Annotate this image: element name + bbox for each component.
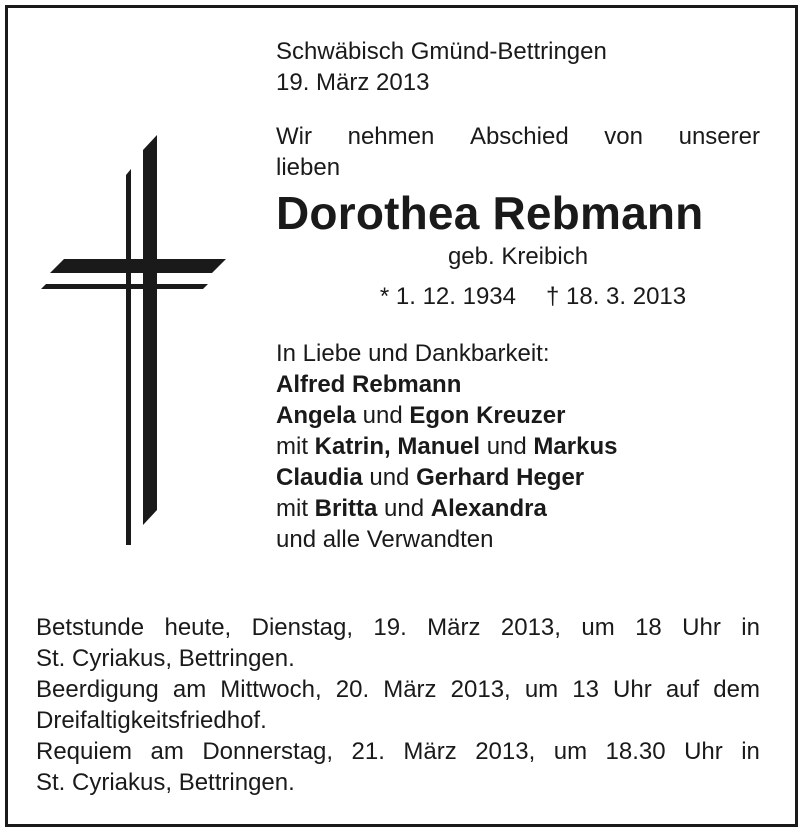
notice-word: Beerdigung (36, 676, 159, 703)
birth-date: * 1. 12. 1934 (379, 283, 516, 310)
notice-word: Donnerstag, (202, 738, 334, 765)
intro-word: Wir (276, 123, 312, 150)
connector-text: mit (276, 495, 315, 522)
funeral-notice-line-2: Dreifaltigkeitsfriedhof. (36, 707, 267, 734)
mourner-name: Britta (314, 495, 378, 522)
connector-text: und (356, 402, 410, 429)
intro-word: von (604, 123, 643, 150)
prayer-notice-line (36, 612, 760, 643)
service-notices (36, 612, 760, 798)
intro-word: nehmen (347, 123, 435, 150)
notice-word: am (150, 738, 184, 765)
mourners-heading: In Liebe und Dankbarkeit: (276, 340, 550, 367)
mourner-line (276, 369, 760, 400)
requiem-notice-line-2: St. Cyriakus, Bettringen. (36, 769, 295, 796)
notice-word: 2013, (500, 614, 561, 641)
notice-word: um (553, 738, 588, 765)
place-line: Schwäbisch Gmünd-Bettringen (276, 38, 607, 65)
main-text (276, 36, 760, 555)
notice-word: März (403, 738, 457, 765)
mourner-line (276, 493, 760, 524)
connector-text: und (480, 433, 534, 460)
requiem-notice-line (36, 736, 760, 767)
prayer-notice-line-2: St. Cyriakus, Bettringen. (36, 645, 295, 672)
mourner-name: Alfred Rebmann (276, 371, 462, 398)
mourner-name: Angela (276, 402, 357, 429)
mourner-name: Alexandra (430, 495, 547, 522)
notice-word: in (741, 614, 760, 641)
notice-word: Uhr (682, 614, 721, 641)
connector-text: mit (276, 433, 315, 460)
mourner-line (276, 431, 760, 462)
mourner-name: Claudia (276, 464, 363, 491)
notice-word: 2013, (475, 738, 536, 765)
intro-word: unserer (678, 123, 760, 150)
notice-word: 19. (373, 614, 407, 641)
notice-word: um (524, 676, 559, 703)
death-date: † 18. 3. 2013 (546, 283, 687, 310)
notice-word: März (383, 676, 437, 703)
notice-word: 20. (335, 676, 370, 703)
notice-word: auf (665, 676, 700, 703)
connector-text: und (377, 495, 431, 522)
funeral-notice-line (36, 674, 760, 705)
notice-word: 2013, (450, 676, 511, 703)
mourner-name: Gerhard Heger (416, 464, 585, 491)
notice-word: am (172, 676, 207, 703)
notice-word: heute, (164, 614, 232, 641)
life-dates (276, 281, 760, 312)
notice-word: in (741, 738, 760, 765)
notice-word: Uhr (613, 676, 652, 703)
birth-name: geb. Kreibich (447, 243, 589, 270)
notice-word: Mittwoch, (220, 676, 322, 703)
notice-word: Dienstag, (251, 614, 353, 641)
notice-word: dem (713, 676, 760, 703)
cross-icon (40, 135, 230, 550)
connector-text: und (362, 464, 417, 491)
notice-word: Betstunde (36, 614, 145, 641)
mourner-line (276, 462, 760, 493)
notice-word: März (427, 614, 481, 641)
mourner-name: Katrin, Manuel (314, 433, 481, 460)
intro-line (276, 121, 760, 152)
notice-word: Uhr (684, 738, 723, 765)
mourner-name: Egon Kreuzer (409, 402, 566, 429)
notice-word: Requiem (36, 738, 133, 765)
notice-word: 18 (635, 614, 662, 641)
notice-word: 18.30 (605, 738, 666, 765)
notice-word: 13 (572, 676, 599, 703)
notice-word: um (581, 614, 615, 641)
notice-word: 21. (351, 738, 385, 765)
date-line: 19. März 2013 (276, 69, 430, 96)
intro-line-2: lieben (276, 154, 341, 181)
deceased-name: Dorothea Rebmann (276, 187, 704, 239)
mourner-line: und alle Verwandten (276, 526, 494, 553)
intro-word: Abschied (469, 123, 569, 150)
mourner-line (276, 400, 760, 431)
mourner-name: Markus (533, 433, 618, 460)
